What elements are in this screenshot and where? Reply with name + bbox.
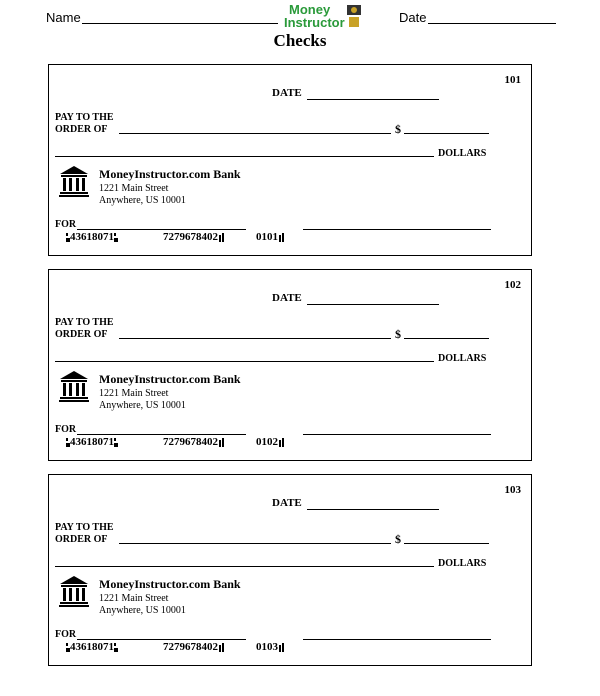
- amount-line[interactable]: [404, 543, 489, 544]
- check-code: 0103: [256, 641, 284, 653]
- memo-label: FOR: [55, 219, 77, 230]
- bank-name: MoneyInstructor.com Bank: [99, 372, 241, 386]
- check-date-line[interactable]: [307, 509, 439, 510]
- worksheet-header: [0, 0, 600, 60]
- logo-text-money: Money: [289, 2, 331, 17]
- dollars-label: DOLLARS: [438, 353, 487, 364]
- check-date-label: DATE: [272, 87, 302, 99]
- dollar-sign: $: [395, 327, 401, 341]
- bank-address-line1: 1221 Main Street: [99, 388, 169, 399]
- memo-label: FOR: [55, 424, 77, 435]
- routing-number: 43618071: [66, 641, 118, 653]
- pay-to-label-line2: ORDER OF: [55, 329, 108, 340]
- money-instructor-logo: [284, 2, 364, 32]
- page-title: Checks: [273, 31, 327, 50]
- memo-line[interactable]: [77, 434, 246, 435]
- pay-to-label-line1: PAY TO THE: [55, 112, 114, 123]
- routing-number: 43618071: [66, 231, 118, 243]
- dollars-label: DOLLARS: [438, 148, 487, 159]
- account-number: 7279678402: [163, 231, 224, 243]
- signature-line[interactable]: [303, 434, 491, 435]
- amount-line[interactable]: [404, 338, 489, 339]
- payee-line[interactable]: [119, 133, 391, 134]
- bank-address-line1: 1221 Main Street: [99, 593, 169, 604]
- check-date-line[interactable]: [307, 99, 439, 100]
- payee-line[interactable]: [119, 338, 391, 339]
- dollars-label: DOLLARS: [438, 558, 487, 569]
- routing-number: 43618071: [66, 436, 118, 448]
- bank-building-icon: [59, 370, 89, 402]
- check-code: 0101: [256, 231, 284, 243]
- signature-line[interactable]: [303, 229, 491, 230]
- bank-name: MoneyInstructor.com Bank: [99, 577, 241, 591]
- dollar-sign: $: [395, 122, 401, 136]
- memo-line[interactable]: [77, 639, 246, 640]
- pay-to-label-line1: PAY TO THE: [55, 317, 114, 328]
- check-103: [48, 474, 532, 666]
- bank-address-line2: Anywhere, US 10001: [99, 195, 186, 206]
- dollar-sign: $: [395, 532, 401, 546]
- memo-line[interactable]: [77, 229, 246, 230]
- account-number: 7279678402: [163, 641, 224, 653]
- bank-name: MoneyInstructor.com Bank: [99, 167, 241, 181]
- check-code: 0102: [256, 436, 284, 448]
- check-date-line[interactable]: [307, 304, 439, 305]
- account-number: 7279678402: [163, 436, 224, 448]
- logo-text-instructor: Instructor: [284, 15, 345, 30]
- check-date-label: DATE: [272, 292, 302, 304]
- name-field-line[interactable]: [82, 23, 278, 24]
- check-101: [48, 64, 532, 256]
- check-number: 101: [504, 74, 521, 86]
- pay-to-label-line2: ORDER OF: [55, 534, 108, 545]
- amount-words-line[interactable]: [55, 156, 434, 157]
- bank-building-icon: [59, 165, 89, 197]
- bank-building-icon: [59, 575, 89, 607]
- money-bag-icon: [346, 4, 362, 28]
- date-label: Date: [399, 10, 427, 25]
- amount-line[interactable]: [404, 133, 489, 134]
- bank-address-line1: 1221 Main Street: [99, 183, 169, 194]
- pay-to-label-line1: PAY TO THE: [55, 522, 114, 533]
- signature-line[interactable]: [303, 639, 491, 640]
- payee-line[interactable]: [119, 543, 391, 544]
- check-number: 102: [504, 279, 521, 291]
- check-date-label: DATE: [272, 497, 302, 509]
- check-102: [48, 269, 532, 461]
- bank-address-line2: Anywhere, US 10001: [99, 400, 186, 411]
- memo-label: FOR: [55, 629, 77, 640]
- name-label: Name: [46, 10, 81, 25]
- amount-words-line[interactable]: [55, 361, 434, 362]
- bank-address-line2: Anywhere, US 10001: [99, 605, 186, 616]
- check-number: 103: [504, 484, 521, 496]
- pay-to-label-line2: ORDER OF: [55, 124, 108, 135]
- amount-words-line[interactable]: [55, 566, 434, 567]
- date-field-line[interactable]: [428, 23, 556, 24]
